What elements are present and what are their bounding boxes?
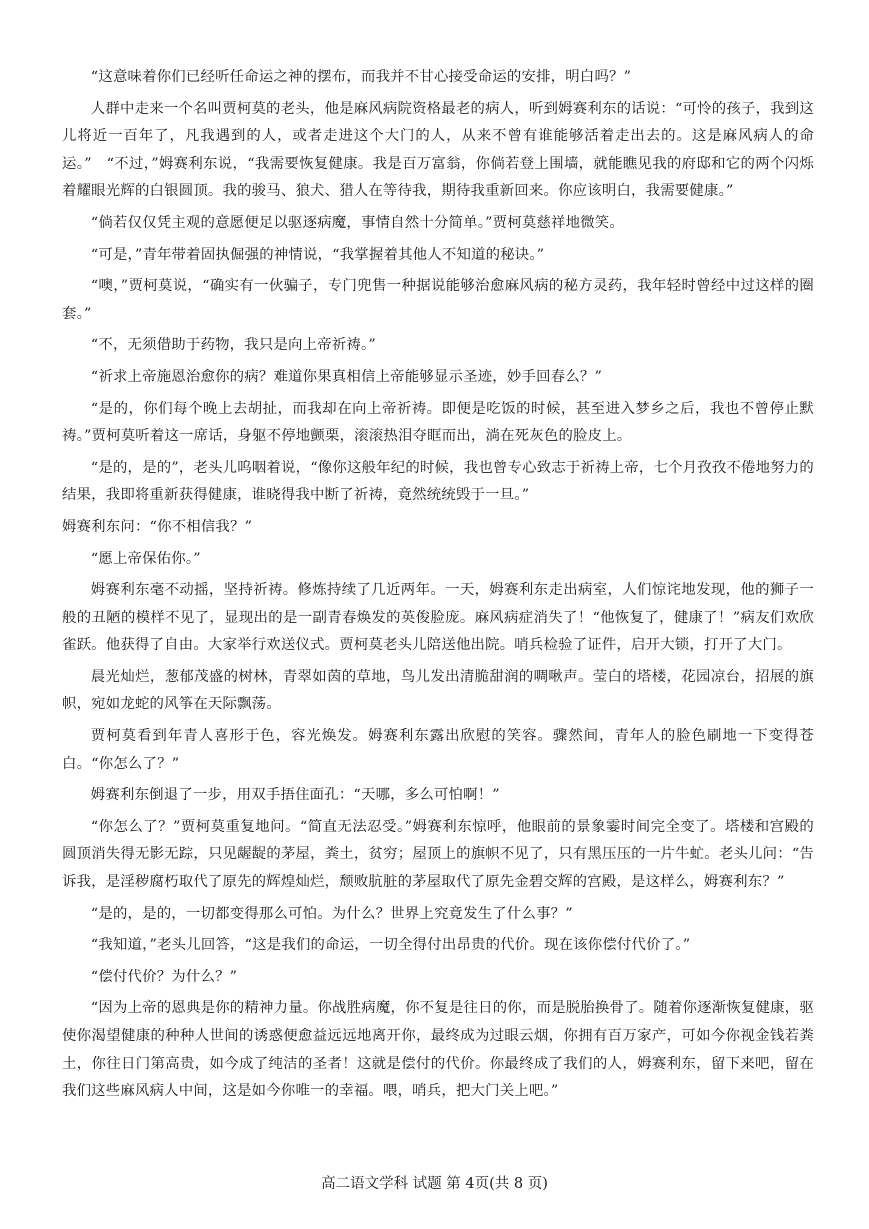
paragraph: “倘若仅仅凭主观的意愿便足以驱逐病魔，事情自然十分简单。”贾柯莫慈祥地微笑。 (90, 214, 624, 231)
paragraph: “偿付代价？为什么？” (90, 968, 238, 985)
paragraph: “不，无须借助于药物，我只是向上帝祈祷。” (90, 337, 376, 354)
paragraph: “祈求上帝施恩治愈你的病？难道你果真相信上帝能够显示圣迹，妙手回春么？” (90, 368, 602, 385)
paragraph: “是的，是的”，老头儿呜咽着说，“像你这般年纪的时候，我也曾专心致志于祈祷上帝，七个月孜孜不倦地努力的结果，我即将重新获得健康，谁晓得我中断了祈祷，竟然统统毁于一旦。” (62, 459, 814, 504)
paragraph: “是的，是的，一切都变得那么可怕。为什么？世界上究竟发生了什么事？” (90, 905, 573, 922)
paragraph: “你怎么了？”贾柯莫重复地问。“简直无法忍受。”姆赛利东惊呼，他眼前的景象霎时间完全变了。塔楼和宫殿的圆顶消失得无影无踪，只见龌龊的茅屋，粪土，贫穷；屋顶上的旗帜不见了，只有黑压压的一片牛虻。老头儿问：“告诉我，是淫秽腐朽取代了原先的辉煌灿烂，颓败肮脏的茅屋取代了原先金碧交辉的宫殿，是这样么，姆赛利东？” (62, 818, 814, 891)
page-footer: 高二语文学科 试题 第 4页(共 8 页) (321, 1176, 548, 1192)
paragraph: 贾柯莫看到年青人喜形于色，容光焕发。姆赛利东露出欣慰的笑容。骤然间，青年人的脸色刷地一下变得苍白。“你怎么了？” (62, 728, 814, 772)
paragraph: “可是，”青年带着固执倔强的神情说，“我掌握着其他人不知道的秘诀。” (90, 246, 545, 263)
paragraph: 晨光灿烂，葱郁茂盛的树林，青翠如茵的草地，鸟儿发出清脆甜润的啁啾声。莹白的塔楼，花园凉台，招展的旗帜，宛如龙蛇的风筝在天际飘荡。 (62, 668, 814, 713)
paragraph: 姆赛利东倒退了一步，用双手捂住面孔：“天哪，多么可怕啊！” (90, 787, 500, 804)
paragraph: 人群中走来一个名叫贾柯莫的老头，他是麻风病院资格最老的病人，听到姆赛利东的话说：“可怜的孩子，我到这儿将近一百年了，凡我遇到的人，或者走进这个大门的人，从来不曾有谁能够活着走出去的。这是麻风病人的命运。” “不过，”姆赛利东说，“我需要恢复健康。我是百万富翁，你倘若登上围墙，就能瞧见我的府邸和它的两个闪烁着耀眼光辉的白银圆顶。我的骏马、狼犬、猎人在等待我，期待我重新回来。你应该明白，我需要健康。” (62, 100, 814, 200)
paragraph: “因为上帝的恩典是你的精神力量。你战胜病魔，你不复是往日的你，而是脱胎换骨了。随着你逐渐恢复健康，驱使你渴望健康的种种人世间的诱惑便愈益远远地离开你，最终成为过眼云烟，你拥有百万家产，可如今你视金钱若粪土，你往日门第高贵，如今成了纯洁的圣者！这就是偿付的代价。你最终成了我们的人，姆赛利东，留下来吧，留在我们这些麻风病人中间，这是如今你唯一的幸福。喂，哨兵，把大门关上吧。” (62, 1000, 814, 1100)
paragraph: “愿上帝保佑你。” (90, 550, 201, 567)
paragraph: “是的，你们每个晚上去胡扯，而我却在向上帝祈祷。即便是吃饭的时候，甚至进入梦乡之后，我也不曾停止默祷。”贾柯莫听着这一席话，身躯不停地颤栗，滚滚热泪夺眶而出，淌在死灰色的脸皮上。 (62, 400, 814, 445)
paragraph: “噢，”贾柯莫说，“确实有一伙骗子，专门兜售一种据说能够治愈麻风病的秘方灵药，我年轻时曾经中过这样的圈套。” (62, 278, 814, 322)
paragraph: “我知道，”老头儿回答，“这是我们的命运，一切全得付出昂贵的代价。现在该你偿付代价了。” (90, 937, 691, 954)
page-body (62, 64, 814, 1154)
paragraph: “这意味着你们已经听任命运之神的摆布，而我并不甘心接受命运的安排，明白吗？” (90, 69, 632, 85)
paragraph: 姆赛利东问：“你不相信我？” (62, 518, 253, 535)
paragraph: 姆赛利东毫不动摇，坚持祈祷。修炼持续了几近两年。一天，姆赛利东走出病室，人们惊诧地发现，他的狮子一般的丑陋的模样不见了，显现出的是一副青春焕发的英俊脸庞。麻风病症消失了！“他恢复了，健康了！”病友们欢欣雀跃。他获得了自由。大家举行欢送仪式。贾柯莫老头儿陪送他出院。哨兵检验了证件，启开大锁，打开了大门。 (62, 582, 814, 654)
